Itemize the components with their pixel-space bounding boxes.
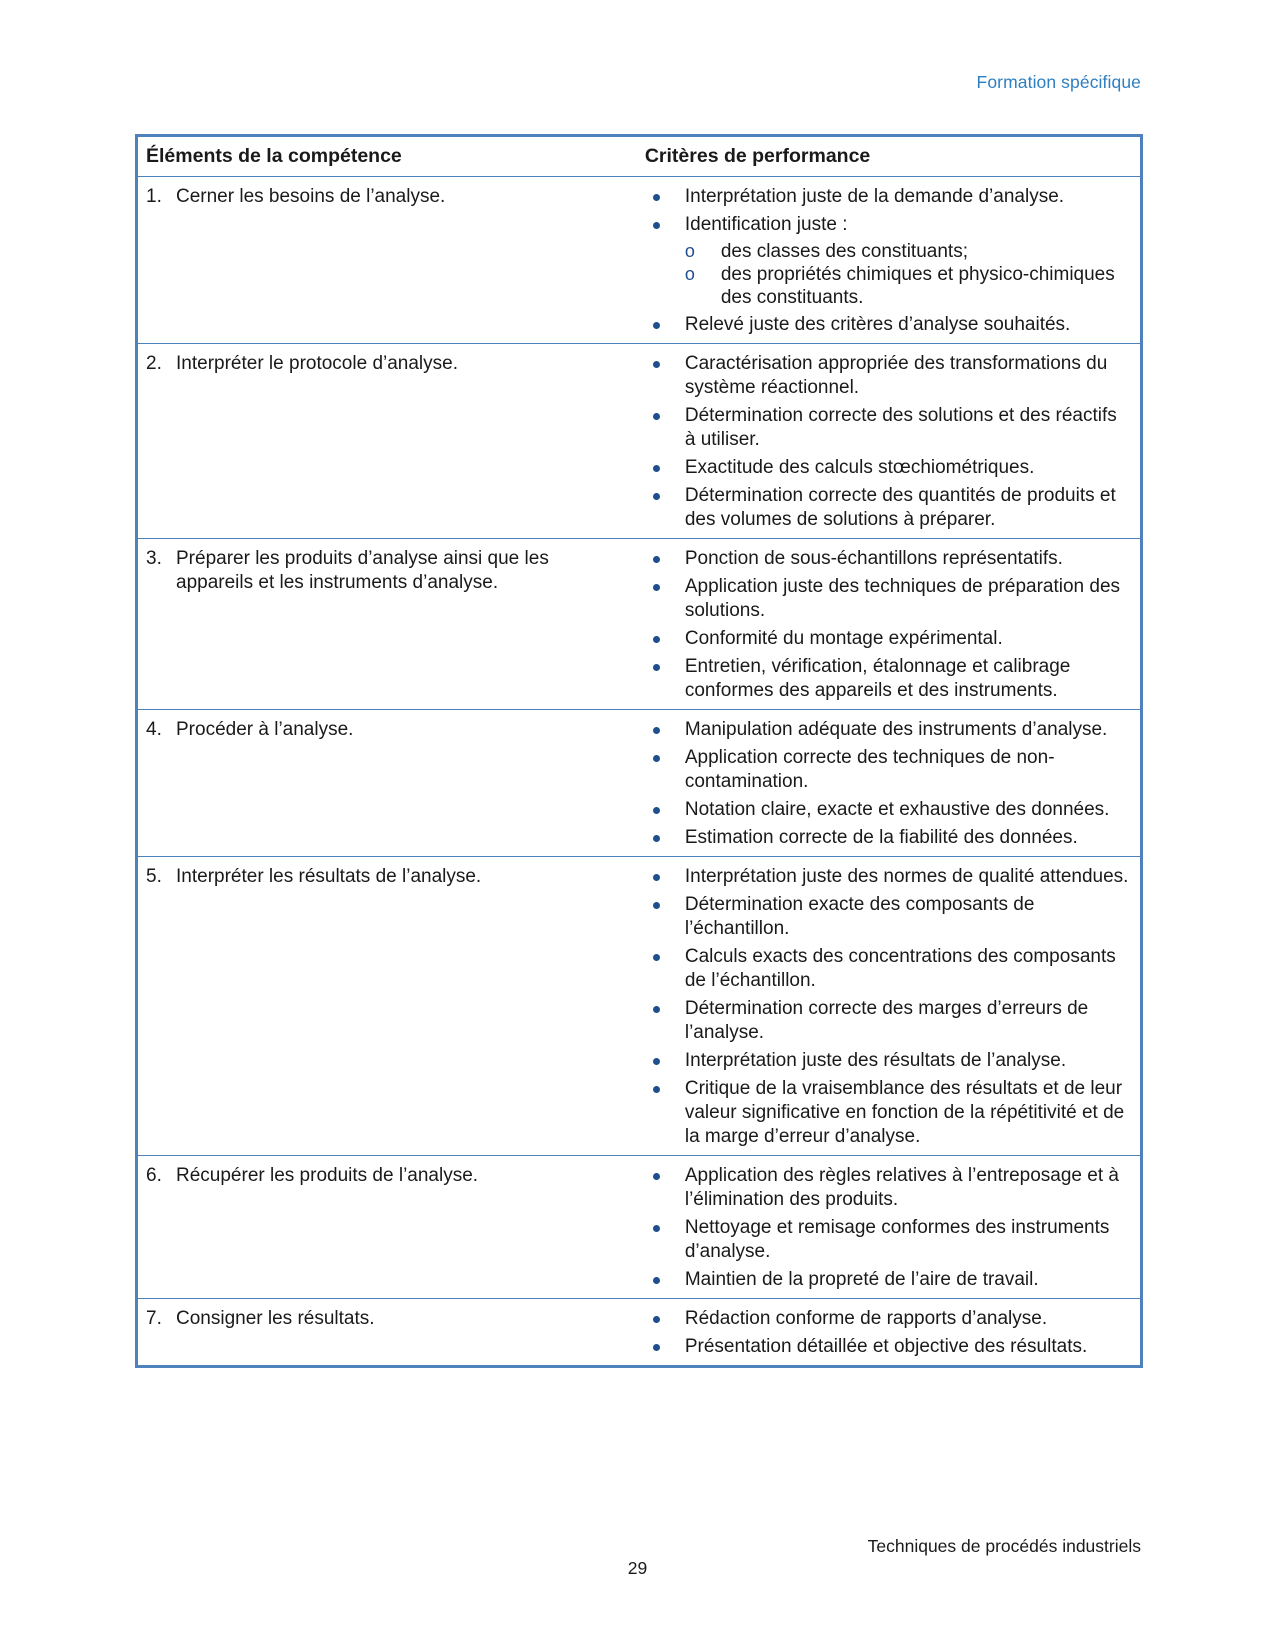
criterion: Critique de la vraisemblance des résultats et de leur valeur significative en fonction de la répétitivité et de la marge d’erreur d’analyse. [645, 1077, 1132, 1149]
table-row [137, 1156, 1142, 1299]
criterion: Exactitude des calculs stœchiométriques. [645, 456, 1132, 480]
criterion-text: Identification juste : [684, 214, 848, 235]
element-text: Cerner les besoins de l’analyse. [176, 186, 446, 207]
criterion: Relevé juste des critères d’analyse souhaités. [645, 313, 1132, 337]
criterion: Interprétation juste des normes de qualité attendues. [645, 865, 1132, 889]
criteria-cell [637, 857, 1142, 1156]
element-cell [137, 710, 637, 857]
element-number: 4. [146, 719, 162, 740]
criterion: Détermination correcte des quantités de produits et des volumes de solutions à préparer. [645, 484, 1132, 532]
element-text: Interpréter les résultats de l’analyse. [176, 866, 482, 887]
criteria-cell [637, 177, 1142, 344]
element-text: Interpréter le protocole d’analyse. [176, 353, 458, 374]
criteria-cell [637, 1156, 1142, 1299]
criteria-cell [637, 710, 1142, 857]
element-number: 5. [146, 866, 162, 887]
element-text: Consigner les résultats. [176, 1308, 375, 1329]
table-header-row [137, 136, 1142, 177]
criteria-list [645, 865, 1132, 1149]
criterion: Conformité du montage expérimental. [645, 627, 1132, 651]
element-text: Récupérer les produits de l’analyse. [176, 1165, 479, 1186]
criterion: Ponction de sous-échantillons représentatifs. [645, 547, 1132, 571]
element-text: Préparer les produits d’analyse ainsi que les appareils et les instruments d’analyse. [176, 548, 549, 593]
criterion: Application des règles relatives à l’entreposage et à l’élimination des produits. [645, 1164, 1132, 1212]
competence-table [135, 134, 1143, 1368]
subcriterion: o des propriétés chimiques et physico-chimiques des constituants. [685, 263, 1132, 309]
page-number: 29 [627, 1558, 648, 1578]
criteria-cell [637, 344, 1142, 539]
criterion: Calculs exacts des concentrations des composants de l’échantillon. [645, 945, 1132, 993]
subcriterion: o des classes des constituants; [685, 240, 1132, 263]
criterion: Estimation correcte de la fiabilité des données. [645, 826, 1132, 850]
header-criteria: Critères de performance [637, 136, 1142, 177]
header-elements: Éléments de la compétence [137, 136, 637, 177]
criteria-list [645, 1164, 1132, 1292]
element-number: 6. [146, 1165, 162, 1186]
element-cell [137, 857, 637, 1156]
element-number: 7. [146, 1308, 162, 1329]
criteria-cell [637, 539, 1142, 710]
table-row [137, 344, 1142, 539]
element-cell [137, 344, 637, 539]
criterion: Application juste des techniques de préparation des solutions. [645, 575, 1132, 623]
criterion: Rédaction conforme de rapports d’analyse. [645, 1307, 1132, 1331]
criterion: Détermination exacte des composants de l’échantillon. [645, 893, 1132, 941]
element-number: 1. [146, 186, 162, 207]
criterion: Présentation détaillée et objective des résultats. [645, 1335, 1132, 1359]
element-number: 3. [146, 548, 162, 569]
criterion: Application correcte des techniques de non-contamination. [645, 746, 1132, 794]
subcriteria-list [685, 240, 1132, 309]
table-row [137, 857, 1142, 1156]
criteria-list [645, 352, 1132, 532]
table-row [137, 710, 1142, 857]
criterion: Interprétation juste de la demande d’analyse. [645, 185, 1132, 209]
element-text: Procéder à l’analyse. [176, 719, 354, 740]
element-cell [137, 1299, 637, 1367]
criteria-list [645, 718, 1132, 850]
criterion: Entretien, vérification, étalonnage et calibrage conformes des appareils et des instruments. [645, 655, 1132, 703]
criterion: Détermination correcte des marges d’erreurs de l’analyse. [645, 997, 1132, 1045]
criterion: Nettoyage et remisage conformes des instruments d’analyse. [645, 1216, 1132, 1264]
element-number: 2. [146, 353, 162, 374]
criteria-list [645, 185, 1132, 337]
element-cell [137, 539, 637, 710]
element-cell [137, 177, 637, 344]
table-row [137, 1299, 1142, 1367]
footer-title: Techniques de procédés industriels [867, 1536, 1141, 1556]
criteria-list [645, 1307, 1132, 1359]
table-row [137, 539, 1142, 710]
criterion: Caractérisation appropriée des transformations du système réactionnel. [645, 352, 1132, 400]
criteria-cell [637, 1299, 1142, 1367]
criterion: Interprétation juste des résultats de l’analyse. [645, 1049, 1132, 1073]
running-head: Formation spécifique [976, 72, 1141, 92]
criterion: Maintien de la propreté de l’aire de travail. [645, 1268, 1132, 1292]
criteria-list [645, 547, 1132, 703]
criterion: Notation claire, exacte et exhaustive des données. [645, 798, 1132, 822]
criterion: Détermination correcte des solutions et des réactifs à utiliser. [645, 404, 1132, 452]
criterion [645, 213, 1132, 309]
element-cell [137, 1156, 637, 1299]
table-row [137, 177, 1142, 344]
criterion: Manipulation adéquate des instruments d’analyse. [645, 718, 1132, 742]
